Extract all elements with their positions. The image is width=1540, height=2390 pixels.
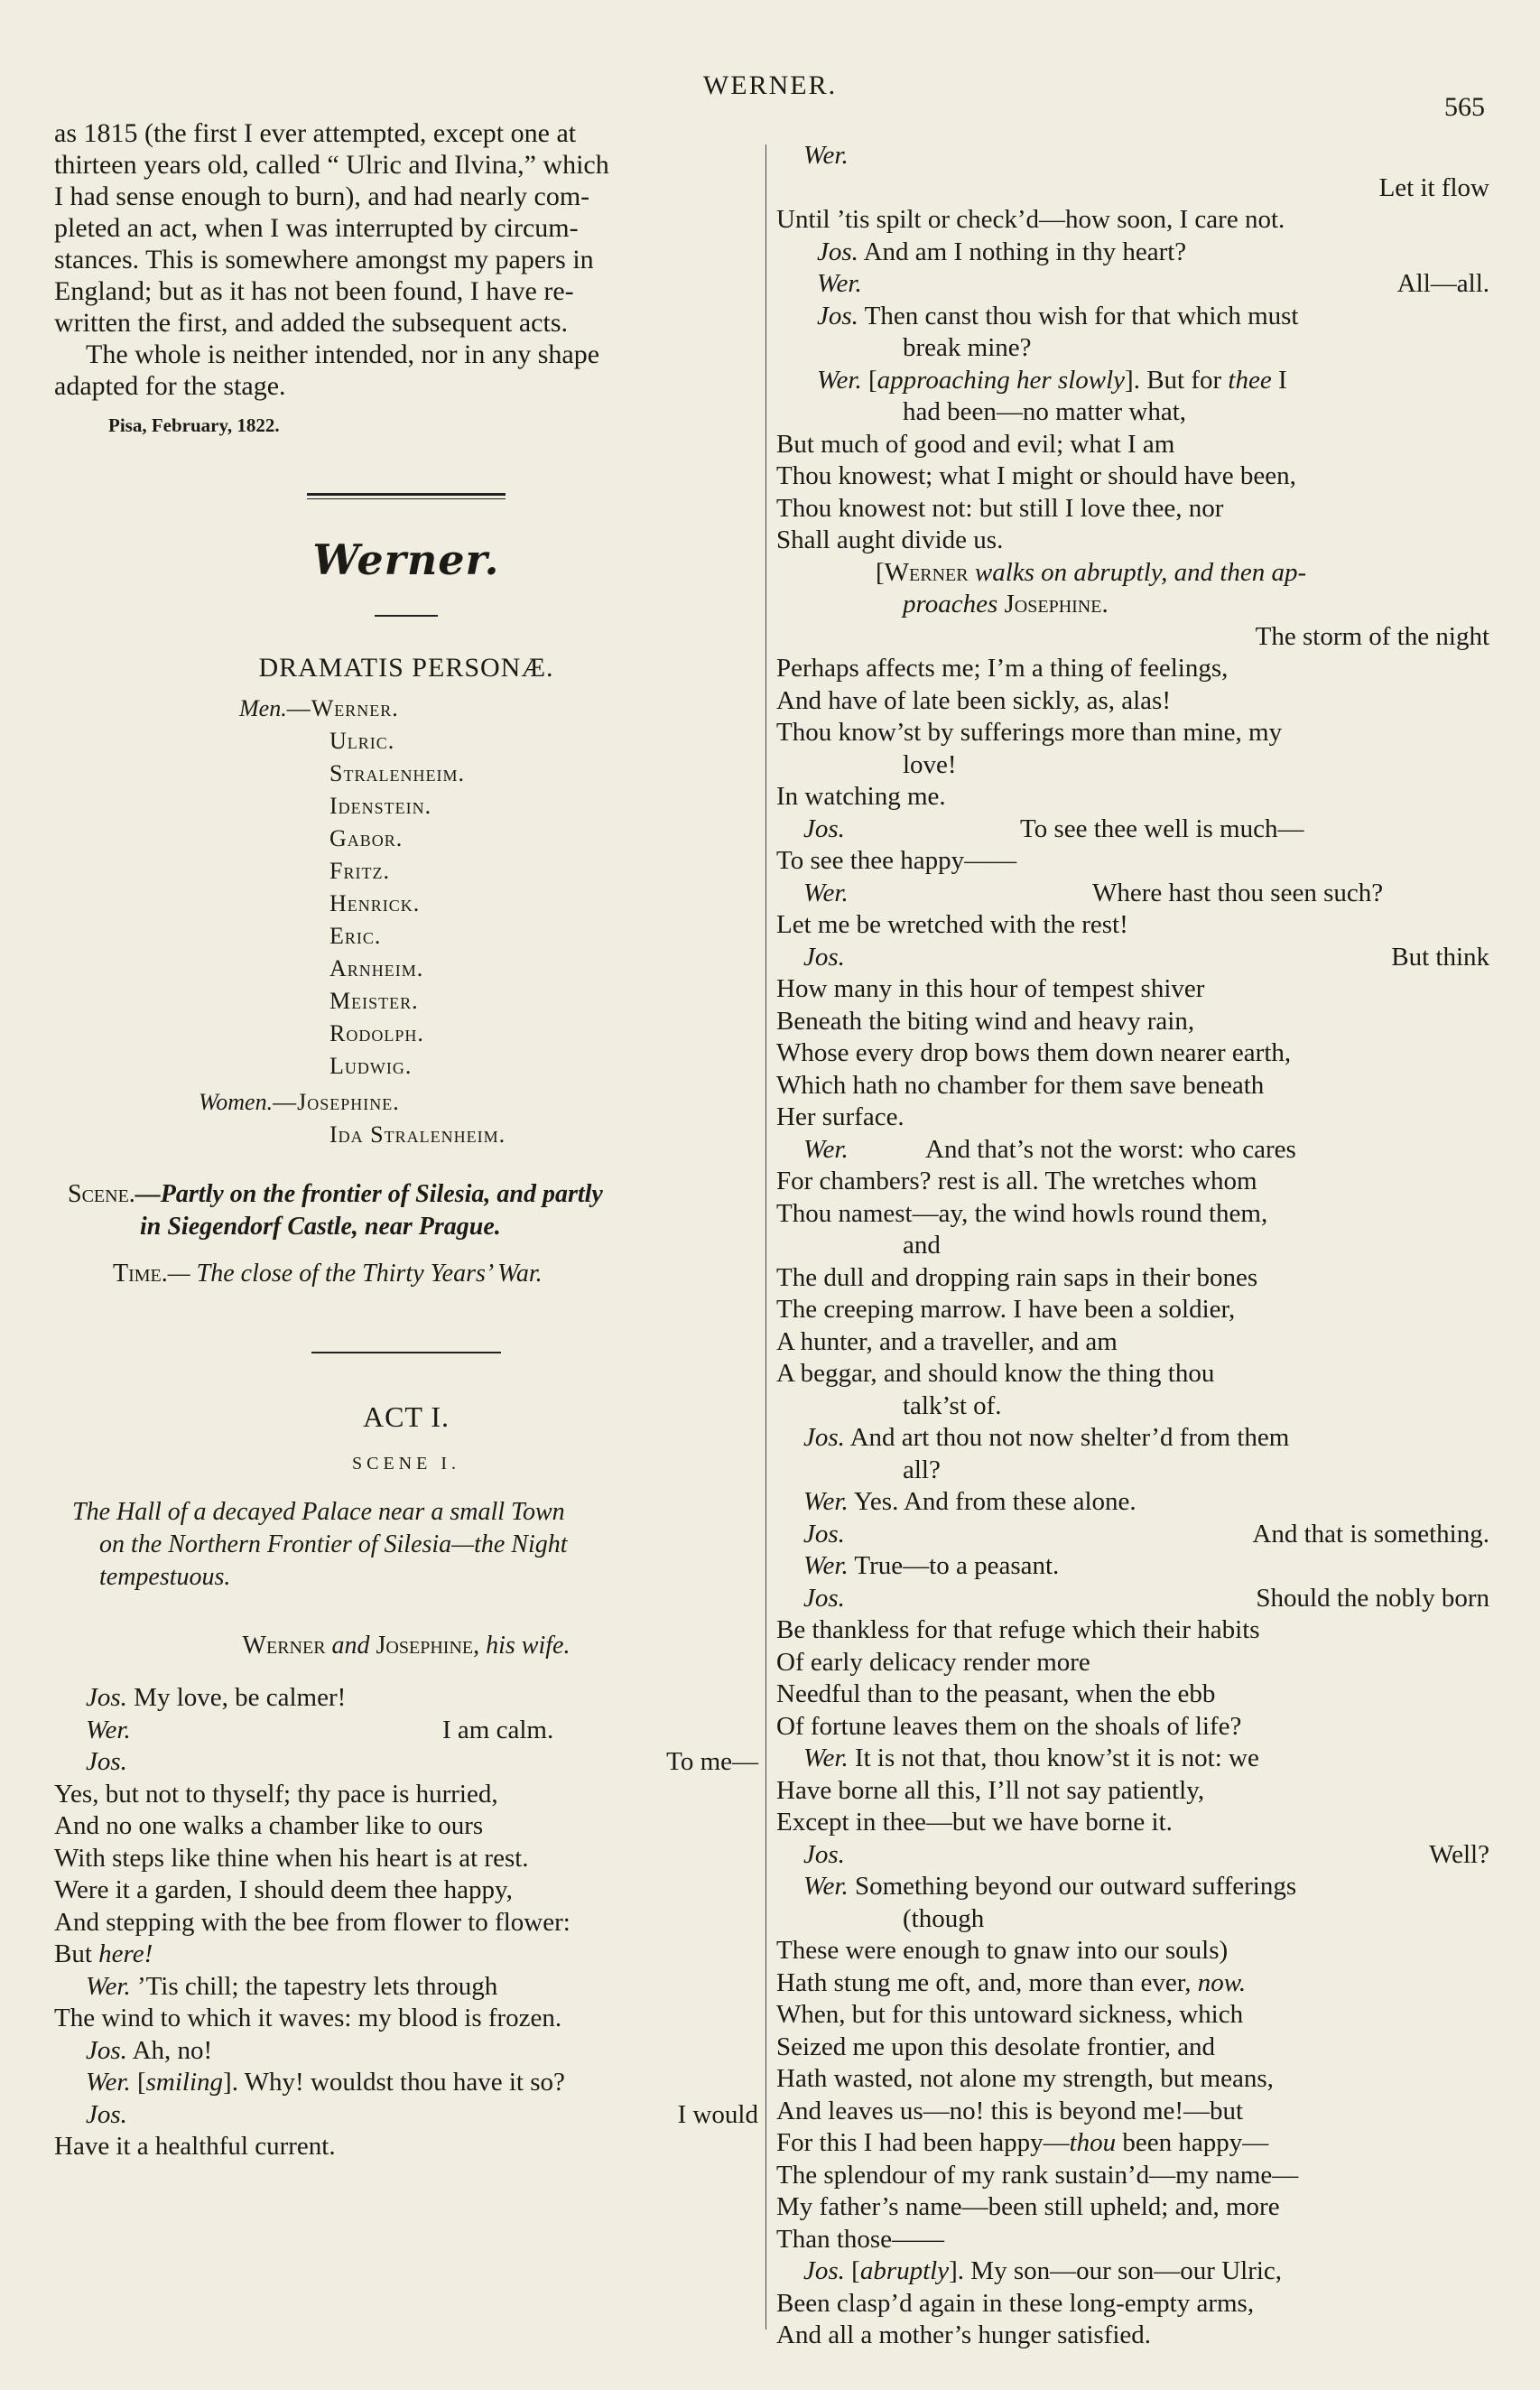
line-text: The wind to which it waves: my blood is frozen.: [54, 2004, 562, 2032]
cast-men-row: [54, 693, 758, 725]
line-text: Beneath the biting wind and heavy rain,: [776, 1006, 1195, 1036]
cast-name-text: Arnheim.: [329, 955, 424, 981]
line-text: For this I had been happy—: [776, 2128, 1070, 2157]
speaker-label: Wer.: [803, 1872, 849, 1901]
verse-line: [776, 2255, 1489, 2288]
cast-name-text: Ida Stralenheim.: [329, 1121, 506, 1148]
conjunction: and: [325, 1632, 376, 1660]
line-text: [: [130, 2068, 146, 2097]
line-text: Her surface.: [776, 1102, 905, 1131]
verse-line: [54, 2067, 758, 2099]
cast-list: [54, 693, 758, 1151]
time-note: [54, 1258, 758, 1290]
line-text: But think: [1391, 942, 1489, 972]
verse-line: [54, 2099, 758, 2132]
verse-line: [54, 1907, 758, 1939]
line-text: Seized me upon this desolate frontier, and: [776, 2032, 1216, 2061]
stage-direction: walks on abruptly, and then ap-: [968, 557, 1307, 587]
line-text: And all a mother’s hunger satisfied.: [776, 2320, 1152, 2349]
men-label: Men.: [239, 695, 287, 721]
verse-line: [776, 2160, 1489, 2192]
setting-line: on the Northern Frontier of Silesia—the Night: [99, 1530, 568, 1558]
cast-name-text: Ludwig.: [329, 1053, 413, 1079]
cast-name: [54, 888, 758, 920]
verse-line: [776, 1230, 1489, 1262]
verse-line: [776, 1775, 1489, 1808]
verse-line: [776, 365, 1489, 397]
line-text: Be thankless for that refuge which their habits: [776, 1615, 1260, 1644]
cast-women-row: [54, 1086, 758, 1119]
verse-line: [776, 1006, 1489, 1038]
preface-line: The whole is neither intended, nor in any shape: [86, 339, 600, 369]
verse-line: [776, 1037, 1489, 1070]
line-text: Have it a healthful current.: [54, 2132, 336, 2161]
women-label: Women.: [199, 1089, 274, 1115]
verse-line: [776, 1422, 1489, 1455]
scene-line: —Partly on the frontier of Silesia, and partly: [135, 1180, 603, 1208]
setting-line: tempestuous.: [99, 1563, 231, 1591]
speaker-label: Wer.: [803, 878, 849, 907]
character-name: Werner: [242, 1632, 326, 1660]
emphasis: now.: [1197, 1967, 1247, 1997]
line-text: The storm of the night: [1255, 621, 1489, 651]
line-text: Were it a garden, I should deem thee happy,: [54, 1875, 513, 1904]
line-text: Until ’tis spilt or check’d—how soon, I care not.: [776, 205, 1285, 234]
line-text: How many in this hour of tempest shiver: [776, 974, 1205, 1003]
verse-line: [776, 1903, 1489, 1936]
speaker-label: Jos.: [803, 2256, 845, 2285]
speaker-label: Jos.: [803, 1519, 845, 1548]
verse-line: [776, 268, 1489, 301]
scene-line: in Siegendorf Castle, near Prague.: [140, 1213, 501, 1241]
line-text: (though: [903, 1903, 985, 1933]
verse-line: [54, 2035, 758, 2068]
line-text: And that’s not the worst: who cares: [925, 1134, 1296, 1164]
line-text: Let me be wretched with the rest!: [776, 910, 1128, 939]
line-text: Of early delicacy render more: [776, 1647, 1090, 1677]
line-text: My love, be calmer!: [126, 1683, 347, 1712]
verse-line: [776, 301, 1489, 333]
verse-line: [776, 942, 1489, 974]
verse-line: [776, 493, 1489, 525]
speaker-label: Jos.: [817, 237, 858, 266]
line-text: And am I nothing in thy heart?: [858, 237, 1187, 266]
setting-line: The Hall of a decayed Palace near a small Town: [72, 1498, 565, 1526]
time-text: — The close of the Thirty Years’ War.: [167, 1260, 543, 1288]
scene-label: Scene.: [68, 1180, 135, 1208]
line-text: And leaves us—no! this is beyond me!—but: [776, 2096, 1244, 2125]
verse-line: [776, 589, 1489, 621]
speaker-label: Wer.: [86, 1715, 131, 1744]
verse-line: [776, 1519, 1489, 1551]
cast-name-text: Fritz.: [329, 858, 390, 884]
line-text: A beggar, and should know the thing thou: [776, 1359, 1215, 1388]
line-text: Something beyond our outward sufferings: [848, 1872, 1297, 1901]
line-text: Should the nobly born: [1256, 1583, 1489, 1613]
right-verse: [776, 140, 1489, 2352]
line-text: had been—no matter what,: [903, 397, 1187, 426]
speaker-label: Wer.: [803, 141, 849, 170]
verse-line: [776, 653, 1489, 685]
verse-line: [776, 460, 1489, 493]
line-text: Ah, no!: [126, 2035, 213, 2065]
line-text: My father’s name—been still upheld; and, more: [776, 2192, 1280, 2221]
verse-line: [776, 1711, 1489, 1744]
verse-line: [776, 1807, 1489, 1839]
line-text: Been clasp’d again in these long-empty arms,: [776, 2288, 1255, 2318]
preface-line: England; but as it has not been found, I have re-: [54, 276, 574, 306]
verse-line: [776, 1583, 1489, 1615]
cast-name: [54, 823, 758, 855]
line-text: To see thee happy——: [776, 846, 1017, 875]
character-name: Werner: [884, 557, 969, 587]
verse-line: [776, 2320, 1489, 2352]
verse-line: [54, 1810, 758, 1843]
speaker-label: Wer.: [803, 1487, 849, 1516]
cast-name-text: Idenstein.: [329, 793, 432, 819]
line-text: Yes. And from these alone.: [848, 1487, 1136, 1516]
verse-line: [776, 1999, 1489, 2032]
line-text: Let it flow: [1378, 172, 1489, 202]
verse-line: [776, 1294, 1489, 1326]
line-text: And that is something.: [1252, 1519, 1489, 1548]
cast-name: [54, 1018, 758, 1050]
line-text: Whose every drop bows them down nearer earth,: [776, 1038, 1292, 1067]
line-text: With steps like thine when his heart is at rest.: [54, 1843, 529, 1873]
line-text: Of fortune leaves them on the shoals of life?: [776, 1711, 1242, 1741]
line-text: It is not that, thou know’st it is not: we: [848, 1744, 1259, 1772]
verse-line: [776, 1390, 1489, 1423]
line-text: and: [903, 1231, 941, 1260]
verse-line: [776, 845, 1489, 878]
speaker-label: Jos.: [86, 2099, 127, 2129]
speaker-label: Jos.: [803, 1583, 845, 1613]
cast-name-text: Henrick.: [329, 890, 421, 916]
emphasis: here!: [98, 1939, 153, 1968]
cast-name: [54, 1050, 758, 1083]
line-text: Hath wasted, not alone my strength, but means,: [776, 2064, 1274, 2093]
speaker-label: Jos.: [86, 2035, 127, 2065]
line-text: But much of good and evil; what I am: [776, 429, 1175, 459]
stage-direction: proaches: [903, 590, 1005, 618]
character-name: Josephine,: [376, 1632, 480, 1660]
line-text: The splendour of my rank sustain’d—my name—: [776, 2160, 1299, 2190]
line-text: For chambers? rest is all. The wretches whom: [776, 1167, 1257, 1195]
verse-line: [776, 2032, 1489, 2064]
preface-line: as 1815 (the first I ever attempted, except one at: [54, 118, 577, 148]
line-text: These were enough to gnaw into our souls): [776, 1936, 1229, 1965]
double-rule: [307, 493, 506, 499]
line-text: love!: [903, 749, 957, 779]
line-text: ]. Why! wouldst thou have it so?: [223, 2068, 565, 2097]
line-text: Thou know’st by sufferings more than mine, my: [776, 718, 1283, 747]
verse-line: [776, 140, 1489, 172]
line-text: To me—: [666, 1747, 758, 1776]
cast-name: [54, 985, 758, 1018]
verse-line: [776, 1070, 1489, 1102]
verse-line: [776, 172, 1489, 205]
verse-line: [776, 1326, 1489, 1359]
cast-name: —Werner.: [286, 695, 399, 721]
verse-line: [776, 1455, 1489, 1487]
line-text: To see thee well is much—: [1020, 814, 1304, 843]
line-text: Then canst thou wish for that which must: [858, 301, 1299, 330]
verse-line: [776, 396, 1489, 429]
verse-line: [776, 2127, 1489, 2160]
cast-name-text: Gabor.: [329, 825, 404, 851]
preface-line: written the first, and added the subsequent acts.: [54, 308, 569, 338]
stage-direction: smiling: [145, 2068, 224, 2097]
line-text: And no one walks a chamber like to ours: [54, 1811, 484, 1840]
line-text: Have borne all this, I’ll not say patiently,: [776, 1775, 1205, 1805]
line-text: All—all.: [1396, 269, 1489, 298]
left-column: [54, 117, 758, 2163]
verse-line: [776, 973, 1489, 1006]
right-column: [776, 140, 1489, 2352]
line-text: And stepping with the bee from flower to flower:: [54, 1907, 571, 1937]
left-verse: [54, 1682, 758, 2163]
cast-name-text: Ulric.: [329, 728, 395, 754]
line-text: Needful than to the peasant, when the ebb: [776, 1679, 1216, 1708]
preface-paragraph: [54, 117, 758, 402]
speaker-label: Jos.: [86, 1683, 127, 1712]
line-text: been happy—: [1116, 2128, 1269, 2157]
line-text: The creeping marrow. I have been a soldier,: [776, 1295, 1236, 1324]
verse-line: [776, 1935, 1489, 1967]
verse-line: [776, 1134, 1489, 1167]
scene-note: [54, 1178, 758, 1243]
verse-line: [776, 814, 1489, 846]
line-text: Except in thee—but we have borne it.: [776, 1808, 1173, 1837]
verse-line: [776, 237, 1489, 269]
line-text: A hunter, and a traveller, and am: [776, 1326, 1118, 1356]
verse-line: [776, 332, 1489, 365]
verse-line: [776, 1839, 1489, 1872]
line-text: But: [54, 1939, 99, 1968]
stage-setting: [54, 1496, 758, 1594]
line-text: Which hath no chamber for them save beneath: [776, 1070, 1265, 1100]
verse-line: [54, 1746, 758, 1779]
preface-line: pleted an act, when I was interrupted by circum-: [54, 213, 579, 243]
line-text: True—to a peasant.: [848, 1551, 1060, 1580]
character-name: Josephine.: [1004, 590, 1109, 618]
speaker-label: Jos.: [803, 1423, 845, 1452]
verse-line: [776, 1679, 1489, 1711]
running-head: WERNER.: [702, 70, 838, 100]
dateline: Pisa, February, 1822.: [108, 414, 280, 436]
characters-on-stage: [54, 1632, 758, 1660]
speaker-label: Jos.: [803, 942, 845, 972]
verse-line: [54, 1843, 758, 1875]
cast-name-text: Eric.: [329, 923, 382, 949]
cast-name: [54, 725, 758, 758]
speaker-label: Jos.: [86, 1747, 127, 1776]
line-text: Hath stung me oft, and, more than ever,: [776, 1967, 1198, 1997]
line-text: I would: [677, 2099, 758, 2129]
preface-line: thirteen years old, called “ Ulric and Ilvina,” which: [54, 150, 609, 180]
verse-line: [776, 878, 1489, 910]
speaker-label: Jos.: [803, 814, 845, 843]
speaker-label: Jos.: [803, 1839, 845, 1869]
verse-line: [776, 1262, 1489, 1295]
line-text: I: [1271, 365, 1287, 395]
line-text: And have of late been sickly, as, alas!: [776, 685, 1171, 715]
verse-line: [776, 909, 1489, 942]
verse-line: [776, 1967, 1489, 2000]
cast-name: [54, 790, 758, 823]
verse-line: [54, 2131, 758, 2163]
line-text: Yes, but not to thyself; thy pace is hurried,: [54, 1779, 498, 1809]
verse-line: [776, 685, 1489, 718]
section-rule: [311, 1352, 501, 1353]
dramatis-personae-heading: DRAMATIS PERSONÆ.: [258, 653, 554, 683]
play-title: Werner.: [312, 535, 500, 584]
verse-line: [776, 1614, 1489, 1647]
cast-name-text: Stralenheim.: [329, 760, 465, 786]
verse-line: [776, 1550, 1489, 1583]
speaker-label: Wer.: [86, 1971, 131, 2001]
verse-line: [776, 781, 1489, 814]
verse-line: [776, 1198, 1489, 1231]
verse-line: [54, 1971, 758, 2004]
line-text: Thou namest—ay, the wind howls round them,: [776, 1198, 1268, 1228]
cast-name: [54, 1119, 758, 1151]
line-text: Thou knowest; what I might or should have been,: [776, 461, 1296, 490]
speaker-label: Wer.: [803, 1134, 849, 1164]
time-label: Time.: [113, 1260, 168, 1288]
emphasis: thee: [1228, 365, 1272, 395]
cast-name: [54, 953, 758, 985]
verse-line: [776, 1743, 1489, 1775]
verse-line: [776, 1871, 1489, 1903]
line-text: ’Tis chill; the tapestry lets through: [130, 1971, 498, 2001]
speaker-label: Wer.: [86, 2068, 131, 2097]
verse-line: [776, 749, 1489, 782]
verse-line: [776, 204, 1489, 237]
line-text: The dull and dropping rain saps in their bones: [776, 1262, 1258, 1292]
line-text: [: [876, 557, 885, 587]
character-desc: his wife.: [479, 1632, 571, 1660]
verse-line: [776, 717, 1489, 749]
line-text: Thou knowest not: but still I love thee, nor: [776, 493, 1224, 523]
line-text: ]. But for: [1125, 365, 1229, 395]
emphasis: thou: [1069, 2128, 1117, 2157]
verse-line: [776, 621, 1489, 654]
verse-line: [776, 2288, 1489, 2320]
verse-line: [54, 1682, 758, 1715]
line-text: ]. My son—our son—our Ulric,: [949, 2256, 1283, 2285]
verse-line: [54, 1874, 758, 1907]
verse-line: [54, 1939, 758, 1971]
verse-line: [776, 429, 1489, 461]
act-heading: ACT I.: [362, 1400, 450, 1433]
verse-line: [776, 2063, 1489, 2096]
speaker-label: Jos.: [817, 301, 858, 330]
line-text: I am calm.: [442, 1715, 554, 1744]
line-text: [: [861, 365, 877, 395]
cast-name-text: Rodolph.: [329, 1020, 424, 1046]
line-text: all?: [903, 1455, 941, 1484]
stage-direction: abruptly: [859, 2256, 950, 2285]
preface-line: I had sense enough to burn), and had nearly com-: [54, 181, 590, 211]
scene-heading: SCENE I.: [352, 1454, 460, 1474]
verse-line: [776, 2096, 1489, 2128]
preface-line: stances. This is somewhere amongst my papers in: [54, 245, 594, 274]
line-text: Well?: [1429, 1839, 1489, 1869]
cast-name: [54, 758, 758, 790]
line-text: In watching me.: [776, 782, 946, 811]
speaker-label: Wer.: [817, 269, 862, 298]
speaker-label: Wer.: [803, 1551, 849, 1580]
verse-line: [776, 557, 1489, 590]
line-text: Than those——: [776, 2224, 945, 2254]
verse-line: [776, 1358, 1489, 1390]
verse-line: [776, 1166, 1489, 1198]
verse-line: [54, 1779, 758, 1811]
line-text: talk’st of.: [903, 1390, 1002, 1420]
stage-direction: approaching her slowly: [877, 365, 1126, 395]
line-text: Where hast thou seen such?: [1092, 878, 1384, 907]
verse-line: [776, 2224, 1489, 2256]
cast-name: —Josephine.: [273, 1089, 400, 1115]
verse-line: [776, 1102, 1489, 1134]
short-rule: [375, 615, 438, 617]
verse-line: [54, 2003, 758, 2035]
verse-line: [776, 1647, 1489, 1679]
cast-name: [54, 920, 758, 953]
line-text: When, but for this untoward sickness, which: [776, 2000, 1244, 2029]
line-text: break mine?: [903, 333, 1032, 362]
verse-line: [776, 1486, 1489, 1519]
page-number: 565: [1444, 92, 1485, 122]
verse-line: [776, 525, 1489, 557]
cast-name-text: Meister.: [329, 988, 419, 1014]
line-text: Shall aught divide us.: [776, 525, 1004, 554]
speaker-label: Wer.: [803, 1744, 849, 1772]
line-text: [: [844, 2256, 860, 2285]
speaker-label: Wer.: [817, 365, 862, 395]
column-divider: [765, 144, 766, 2330]
cast-name: [54, 855, 758, 888]
preface-line: adapted for the stage.: [54, 371, 286, 401]
verse-line: [776, 2191, 1489, 2224]
line-text: Perhaps affects me; I’m a thing of feelings,: [776, 654, 1229, 683]
line-text: And art thou not now shelter’d from them: [844, 1423, 1290, 1452]
verse-line: [54, 1715, 758, 1747]
